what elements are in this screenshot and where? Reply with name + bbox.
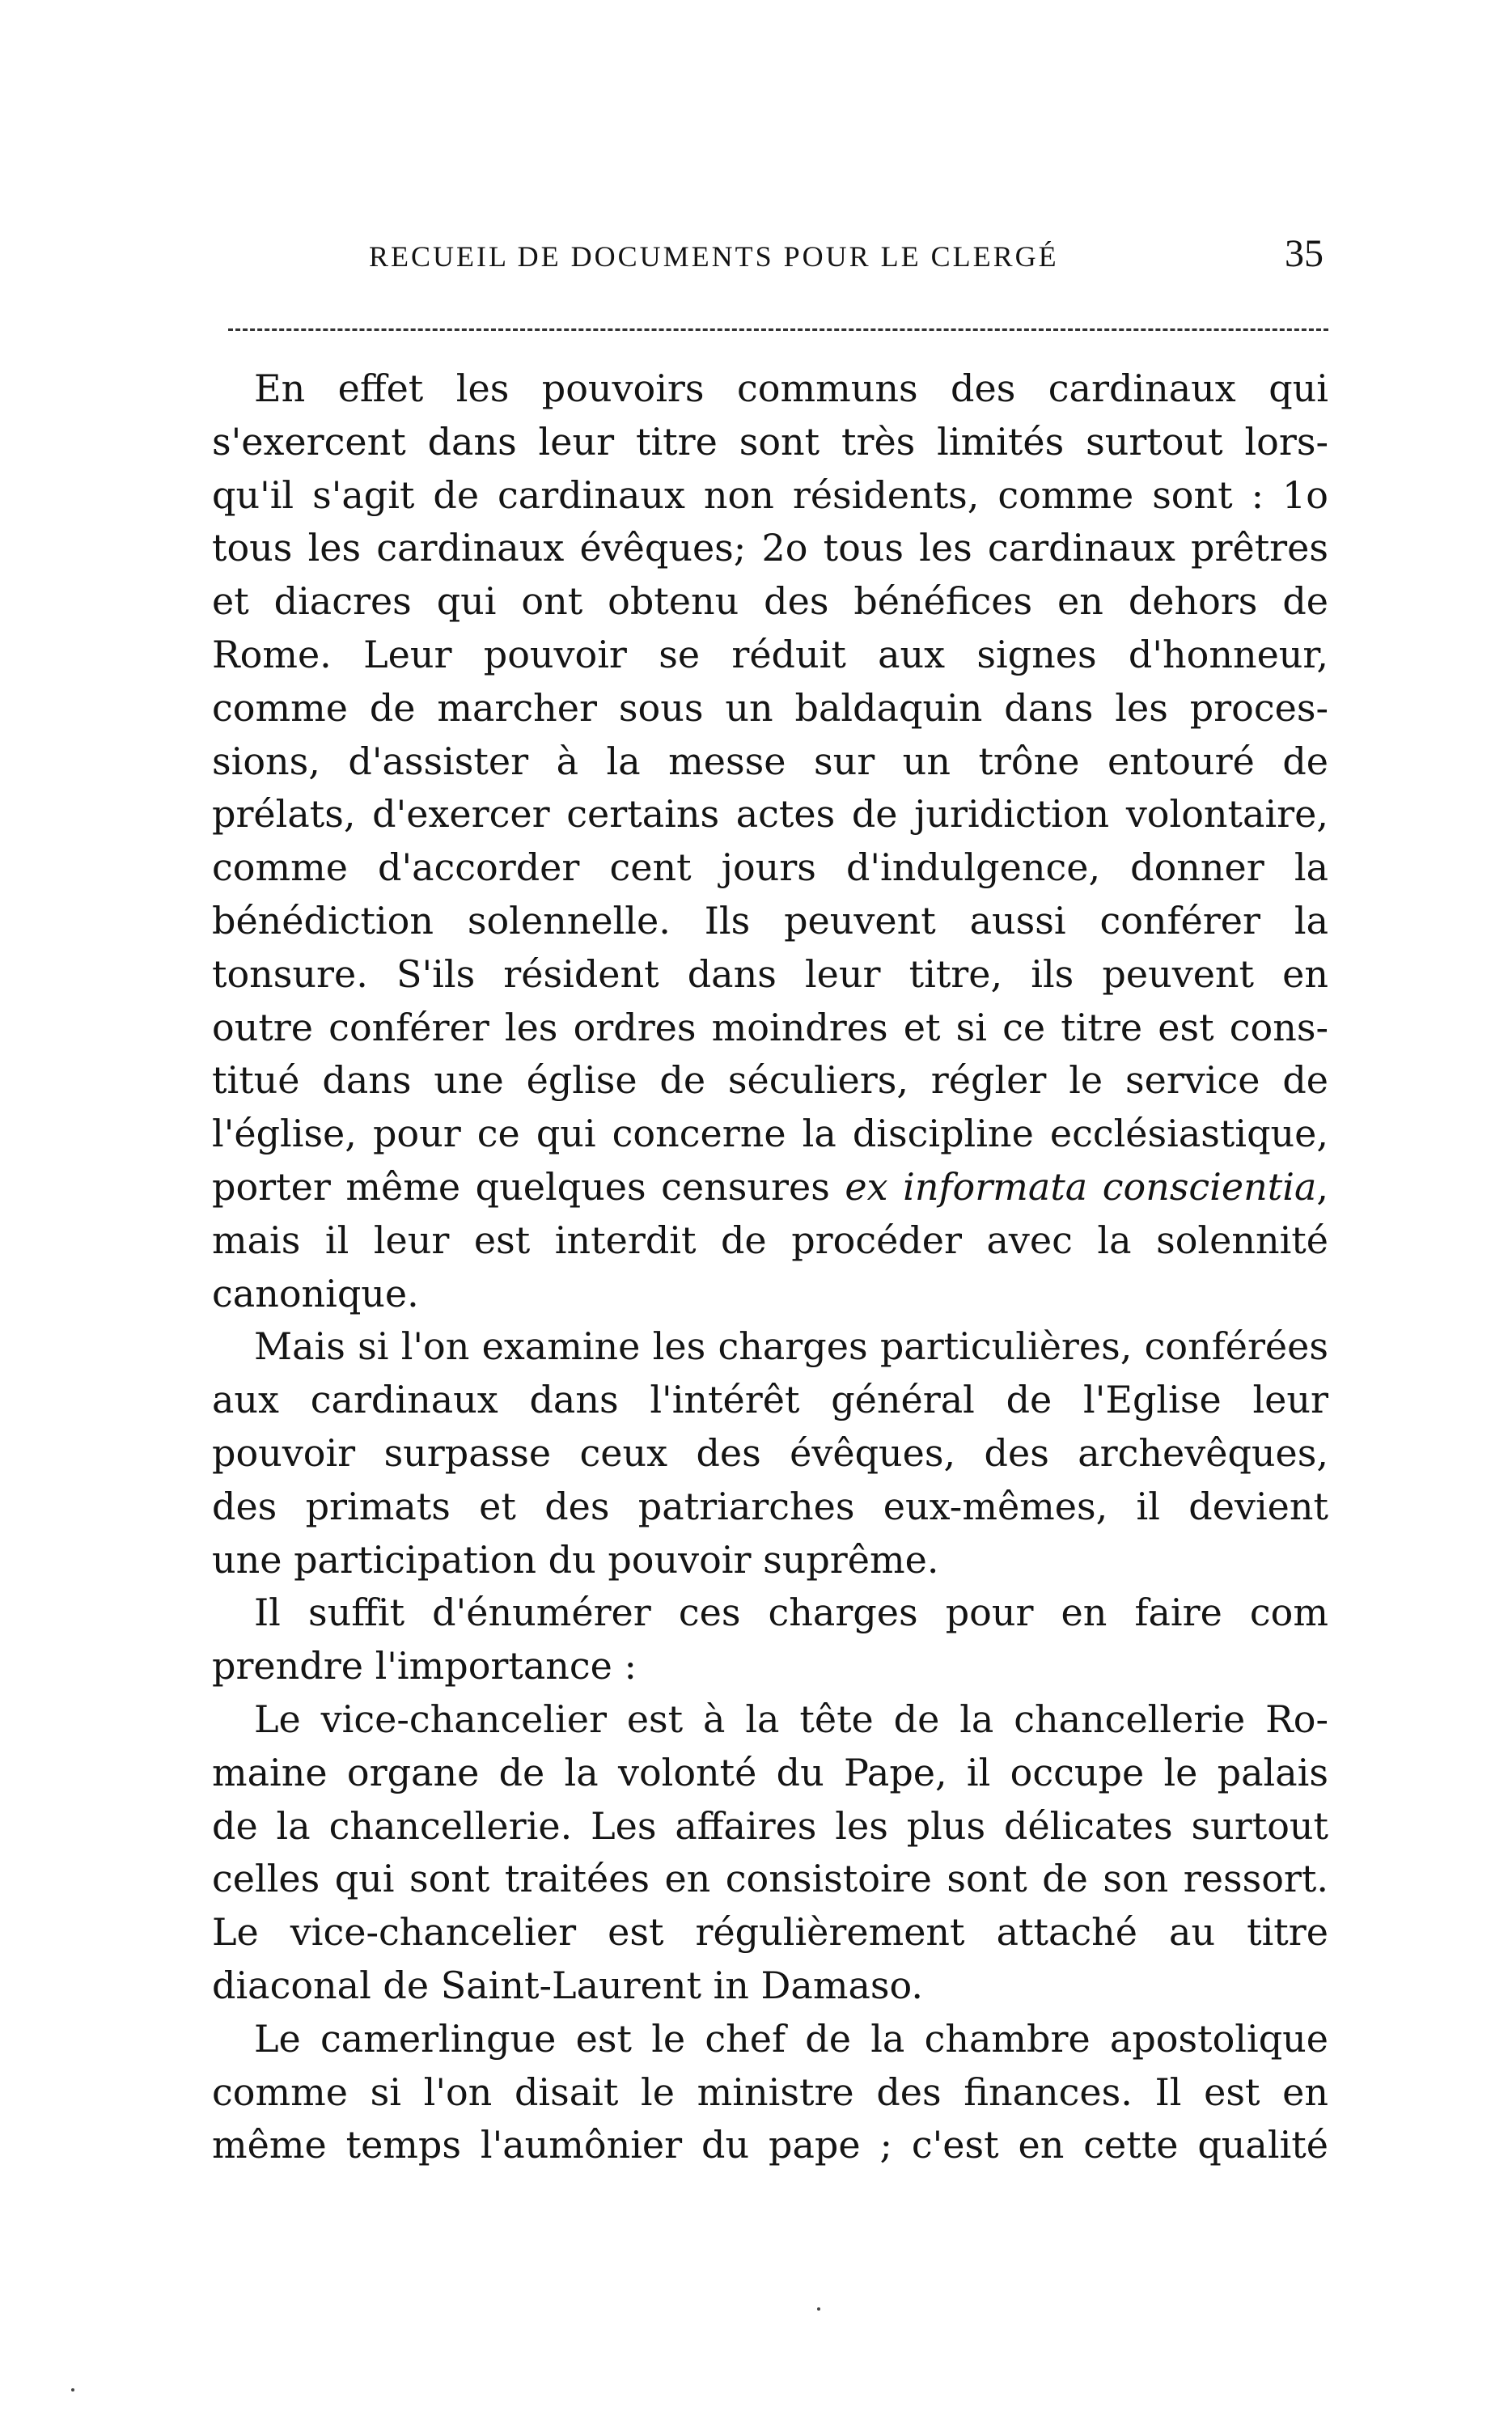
- text-line: même temps l'aumônier du pape ; c'est en cette qualité: [212, 2123, 1328, 2167]
- text-line: Il suffit d'énumérer ces charges pour en faire com: [254, 1591, 1328, 1635]
- text-line: l'église, pour ce qui concerne la discipline ecclésiastique,: [212, 1112, 1328, 1156]
- header-rule: [228, 328, 1328, 331]
- text-line: des primats et des patriarches eux-mêmes, il devient: [212, 1484, 1328, 1528]
- text-line: Mais si l'on examine les charges particulières, conférées: [254, 1324, 1328, 1369]
- text-line: bénédiction solennelle. Ils peuvent aussi conférer la: [212, 898, 1328, 943]
- page-number: 35: [1285, 232, 1324, 275]
- text-line: sions, d'assister à la messe sur un trône entouré de: [212, 739, 1328, 783]
- text-line: Le vice-chancelier est régulièrement attaché au titre: [212, 1910, 1328, 1955]
- text-line: tous les cardinaux évêques; 2o tous les cardinaux prêtres: [212, 526, 1328, 570]
- text-line: prendre l'importance :: [212, 1644, 637, 1688]
- stray-ink-mark: [817, 2307, 820, 2311]
- text-line: Rome. Leur pouvoir se réduit aux signes d'honneur,: [212, 632, 1328, 676]
- text-line: diaconal de Saint-Laurent in Damaso.: [212, 1963, 923, 2007]
- text-line: maine organe de la volonté du Pape, il occupe le palais: [212, 1750, 1328, 1794]
- text-line: une participation du pouvoir suprême.: [212, 1537, 939, 1582]
- text-line: et diacres qui ont obtenu des bénéfices en dehors de: [212, 579, 1328, 624]
- text-line: comme si l'on disait le ministre des finances. Il est en: [212, 2070, 1328, 2114]
- text-line: Le camerlingue est le chef de la chambre apostolique: [254, 2016, 1328, 2061]
- body-text: [212, 362, 1328, 2172]
- line-text: ,: [1316, 1164, 1328, 1209]
- text-line: outre conférer les ordres moindres et si ce titre est cons-: [212, 1005, 1328, 1049]
- text-line: [212, 1161, 1328, 1214]
- text-line: titué dans une église de séculiers, régler le service de: [212, 1058, 1328, 1103]
- text-line: mais il leur est interdit de procéder avec la solennité: [212, 1218, 1328, 1262]
- text-line: de la chancellerie. Les affaires les plus délicates surtout: [212, 1803, 1328, 1848]
- text-line: tonsure. S'ils résident dans leur titre, ils peuvent en: [212, 951, 1328, 996]
- text-line: celles qui sont traitées en consistoire sont de son ressort.: [212, 1857, 1328, 1901]
- running-head: RECUEIL DE DOCUMENTS POUR LE CLERGÉ: [369, 240, 1059, 273]
- text-line: pouvoir surpasse ceux des évêques, des archevêques,: [212, 1430, 1328, 1475]
- line-text: porter même quelques censures: [212, 1164, 845, 1209]
- latin-phrase: ex informata conscientia: [845, 1164, 1317, 1209]
- text-line: qu'il s'agit de cardinaux non résidents, comme sont : 1o: [212, 472, 1328, 517]
- text-line: comme de marcher sous un baldaquin dans les proces-: [212, 685, 1328, 730]
- text-line: En effet les pouvoirs communs des cardinaux qui: [254, 366, 1328, 410]
- text-line: s'exercent dans leur titre sont très limités surtout lors-: [212, 419, 1328, 464]
- text-line: aux cardinaux dans l'intérêt général de l'Eglise leur: [212, 1378, 1328, 1422]
- text-line: prélats, d'exercer certains actes de juridiction volontaire,: [212, 792, 1328, 837]
- stray-ink-mark: [71, 2388, 74, 2392]
- text-line: Le vice-chancelier est à la tête de la chancellerie Ro-: [254, 1697, 1328, 1741]
- text-line: canonique.: [212, 1271, 419, 1315]
- text-line: comme d'accorder cent jours d'indulgence, donner la: [212, 845, 1328, 890]
